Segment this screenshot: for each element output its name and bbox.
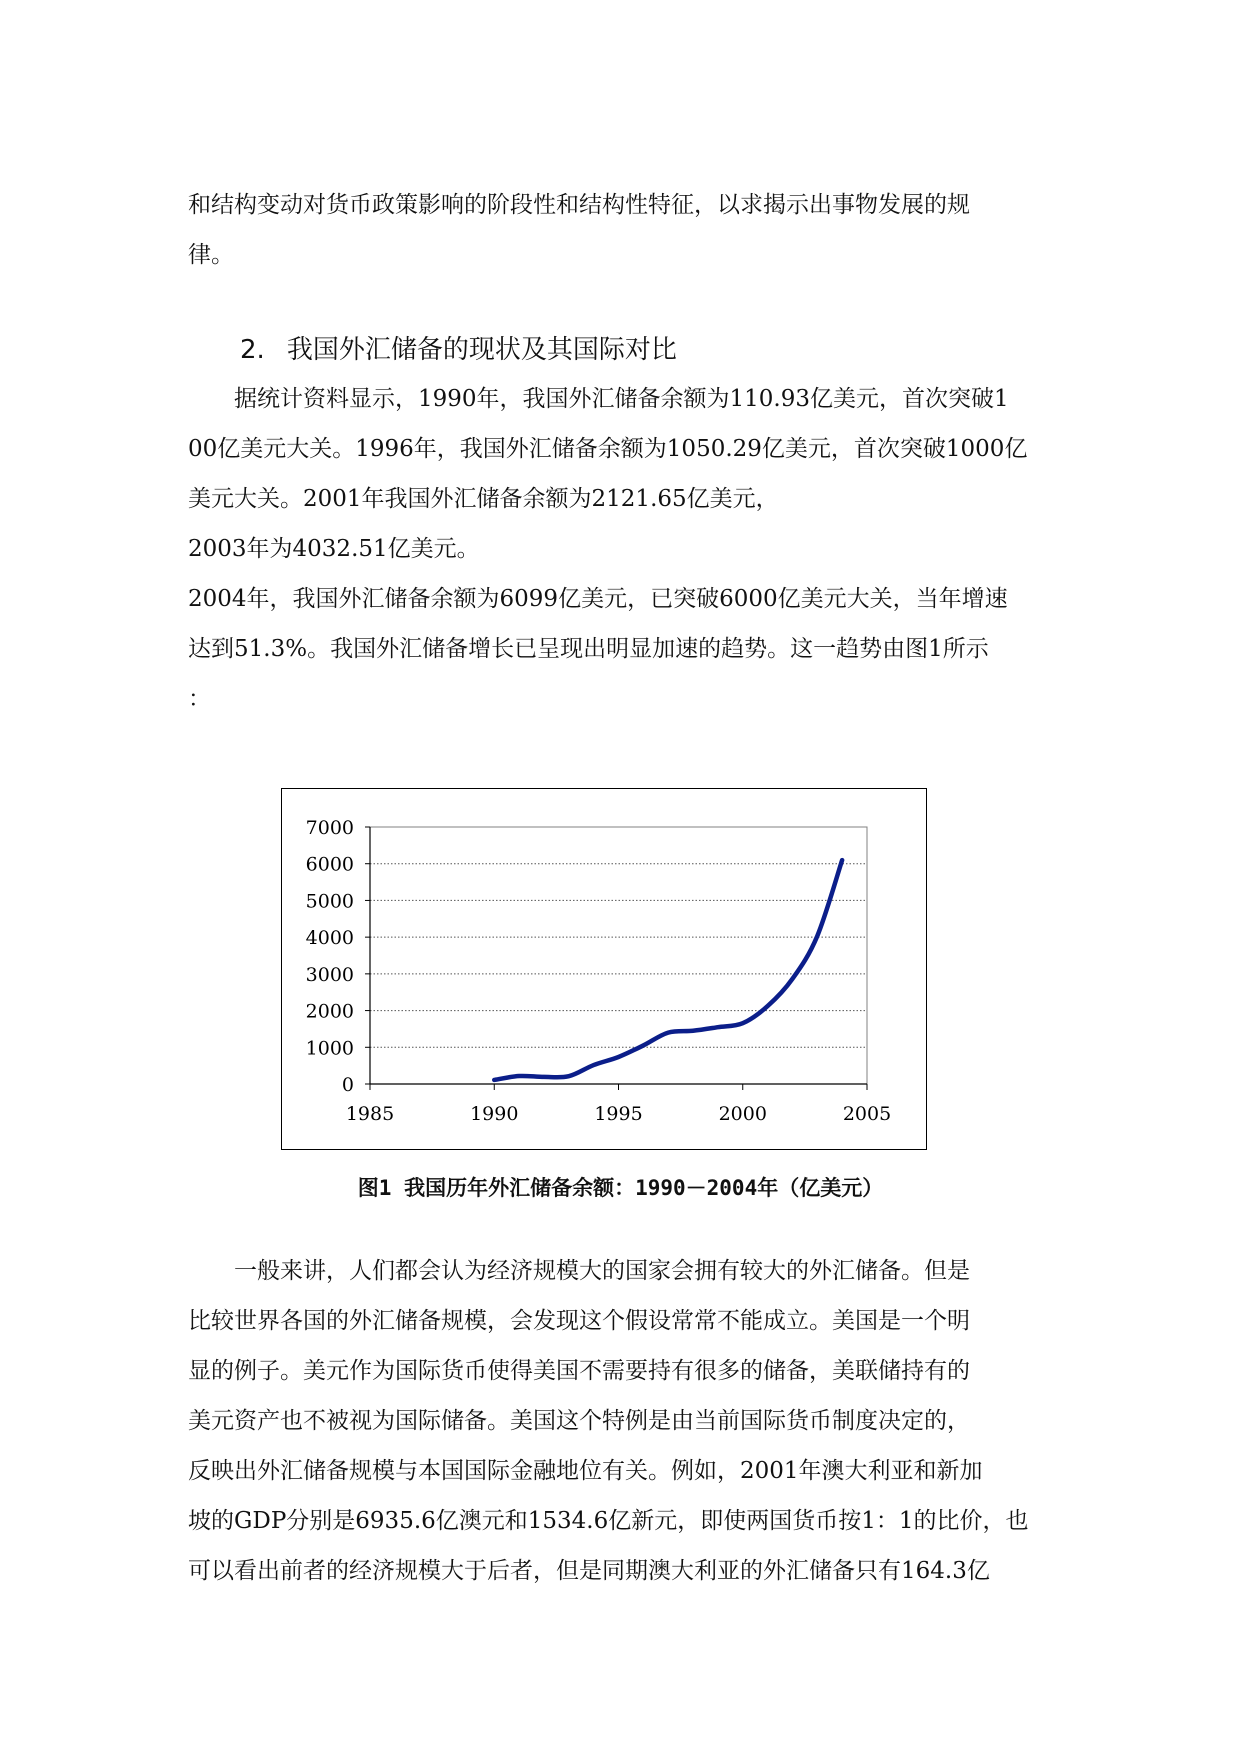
para2-line-6: 坡的GDP分别是6935.6亿澳元和1534.6亿新元，即使两国货币按1：1的比价，也 — [188, 1508, 1029, 1534]
y-tick-label: 2000 — [305, 1000, 354, 1023]
para1-line-6: 达到51.3%。我国外汇储备增长已呈现出明显加速的趋势。这一趋势由图1所示 — [188, 636, 989, 662]
y-tick-label: 0 — [341, 1074, 354, 1096]
chart-grid — [370, 864, 867, 1048]
y-tick-label: 1000 — [305, 1037, 354, 1060]
para1-line-3: 美元大关。2001年我国外汇储备余额为2121.65亿美元， — [188, 486, 779, 512]
chart-tick-labels — [306, 817, 892, 1125]
para2-line-3: 显的例子。美元作为国际货币使得美国不需要持有很多的储备，美联储持有的 — [188, 1358, 970, 1384]
section-title: 我国外汇储备的现状及其国际对比 — [286, 335, 677, 365]
y-tick-label: 4000 — [305, 927, 354, 950]
plot-area-border — [370, 827, 867, 1084]
figure-caption: 图1 我国历年外汇储备余额：1990－2004年（亿美元） — [357, 1176, 884, 1200]
reserves-chart — [281, 788, 927, 1150]
para2-line-2: 比较世界各国的外汇储备规模，会发现这个假设常常不能成立。美国是一个明 — [188, 1308, 970, 1334]
section-number: 2. — [240, 335, 265, 365]
para1-line-2: 00亿美元大关。1996年，我国外汇储备余额为1050.29亿美元，首次突破1000亿 — [188, 436, 1028, 462]
y-tick-label: 7000 — [305, 817, 354, 839]
para2-line-1: 一般来讲，人们都会认为经济规模大的国家会拥有较大的外汇储备。但是 — [188, 1258, 970, 1284]
x-tick-label: 2005 — [842, 1103, 892, 1125]
x-tick-label: 1990 — [470, 1103, 519, 1125]
intro-line-1: 和结构变动对货币政策影响的阶段性和结构性特征，以求揭示出事物发展的规 — [188, 192, 970, 218]
para1-line-7: ： — [188, 686, 211, 712]
intro-line-2: 律。 — [188, 242, 234, 268]
chart-svg — [282, 789, 928, 1151]
para1-line-1: 据统计资料显示，1990年，我国外汇储备余额为110.93亿美元，首次突破1 — [188, 386, 1009, 412]
para1-line-4: 2003年为4032.51亿美元。 — [188, 536, 480, 562]
x-tick-label: 2000 — [718, 1103, 767, 1125]
x-tick-label: 1995 — [594, 1103, 643, 1125]
section-heading — [240, 333, 677, 367]
para1-line-5: 2004年，我国外汇储备余额为6099亿美元，已突破6000亿美元大关，当年增速 — [188, 586, 1008, 612]
x-tick-label: 1985 — [345, 1103, 395, 1125]
para2-line-7: 可以看出前者的经济规模大于后者，但是同期澳大利亚的外汇储备只有164.3亿 — [188, 1558, 990, 1584]
para2-line-5: 反映出外汇储备规模与本国国际金融地位有关。例如，2001年澳大利亚和新加 — [188, 1458, 983, 1484]
y-tick-label: 6000 — [305, 853, 354, 876]
y-tick-label: 3000 — [305, 963, 354, 986]
chart-axes — [365, 827, 867, 1090]
y-tick-label: 5000 — [305, 890, 354, 913]
para2-line-4: 美元资产也不被视为国际储备。美国这个特例是由当前国际货币制度决定的， — [188, 1408, 970, 1434]
